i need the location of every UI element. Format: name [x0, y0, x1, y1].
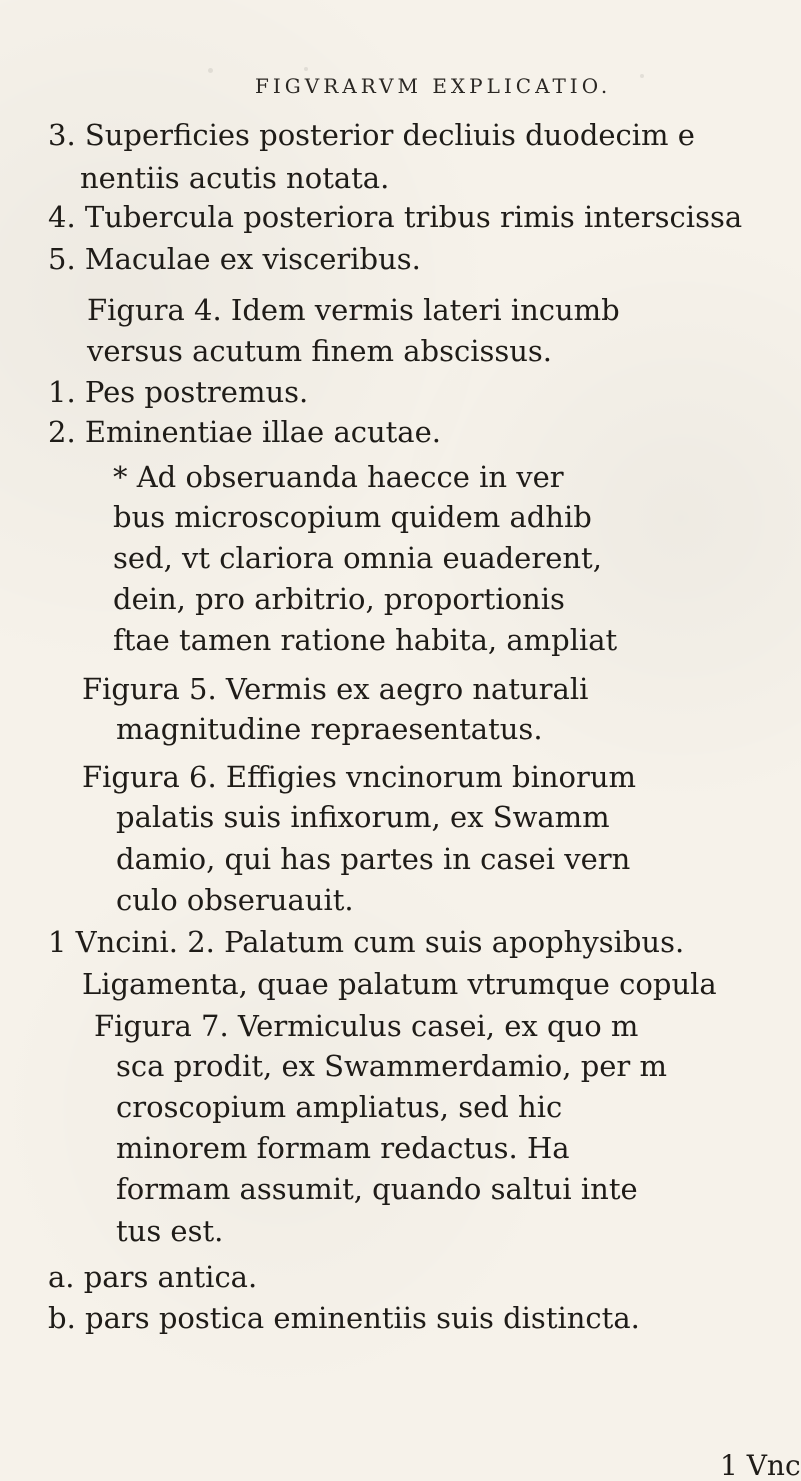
text-line-25: minorem formam redactus. Ha: [116, 1131, 570, 1165]
catchword: 1 Vnc: [720, 1449, 801, 1481]
text-line-21: Ligamenta, quae palatum vtrumque copula: [82, 967, 717, 1001]
text-line-5: Figura 4. Idem vermis lateri incumb: [87, 293, 620, 327]
text-line-7: 1. Pes postremus.: [48, 375, 309, 409]
text-line-18: damio, qui has partes in casei vern: [116, 842, 631, 876]
text-line-19: culo obseruauit.: [116, 883, 354, 917]
text-line-22: Figura 7. Vermiculus casei, ex quo m: [94, 1009, 639, 1043]
text-line-12: dein, pro arbitrio, proportionis: [113, 582, 565, 616]
text-line-4: 5. Maculae ex visceribus.: [48, 242, 421, 276]
text-line-9: * Ad obseruanda haecce in ver: [113, 460, 564, 494]
text-line-28: a. pars antica.: [48, 1260, 258, 1294]
text-line-17: palatis suis infixorum, ex Swamm: [116, 800, 610, 834]
text-line-16: Figura 6. Effigies vncinorum binorum: [82, 760, 637, 794]
text-line-29: b. pars postica eminentiis suis distincta.: [48, 1301, 640, 1335]
ink-speck: [304, 67, 308, 71]
text-line-11: sed, vt clariora omnia euaderent,: [113, 541, 602, 575]
text-line-3: 4. Tubercula posteriora tribus rimis interscissa: [48, 200, 743, 234]
text-line-10: bus microscopium quidem adhib: [113, 500, 592, 534]
text-line-20: 1 Vncini. 2. Palatum cum suis apophysibus.: [48, 925, 685, 959]
text-line-14: Figura 5. Vermis ex aegro naturali: [82, 672, 589, 706]
text-line-2: nentiis acutis notata.: [80, 161, 390, 195]
page-header: FIGVRARVM EXPLICATIO.: [255, 74, 612, 98]
text-line-6: versus acutum finem abscissus.: [87, 334, 553, 368]
ink-speck: [208, 68, 213, 73]
text-line-23: sca prodit, ex Swammerdamio, per m: [116, 1049, 668, 1083]
text-line-26: formam assumit, quando saltui inte: [116, 1172, 638, 1206]
text-line-27: tus est.: [116, 1214, 224, 1248]
text-line-8: 2. Eminentiae illae acutae.: [48, 415, 441, 449]
text-line-13: ftae tamen ratione habita, ampliat: [113, 623, 618, 657]
text-line-15: magnitudine repraesentatus.: [116, 712, 543, 746]
text-line-1: 3. Superficies posterior decliuis duodecim e: [48, 118, 695, 152]
text-line-24: croscopium ampliatus, sed hic: [116, 1090, 563, 1124]
ink-speck: [640, 74, 644, 78]
